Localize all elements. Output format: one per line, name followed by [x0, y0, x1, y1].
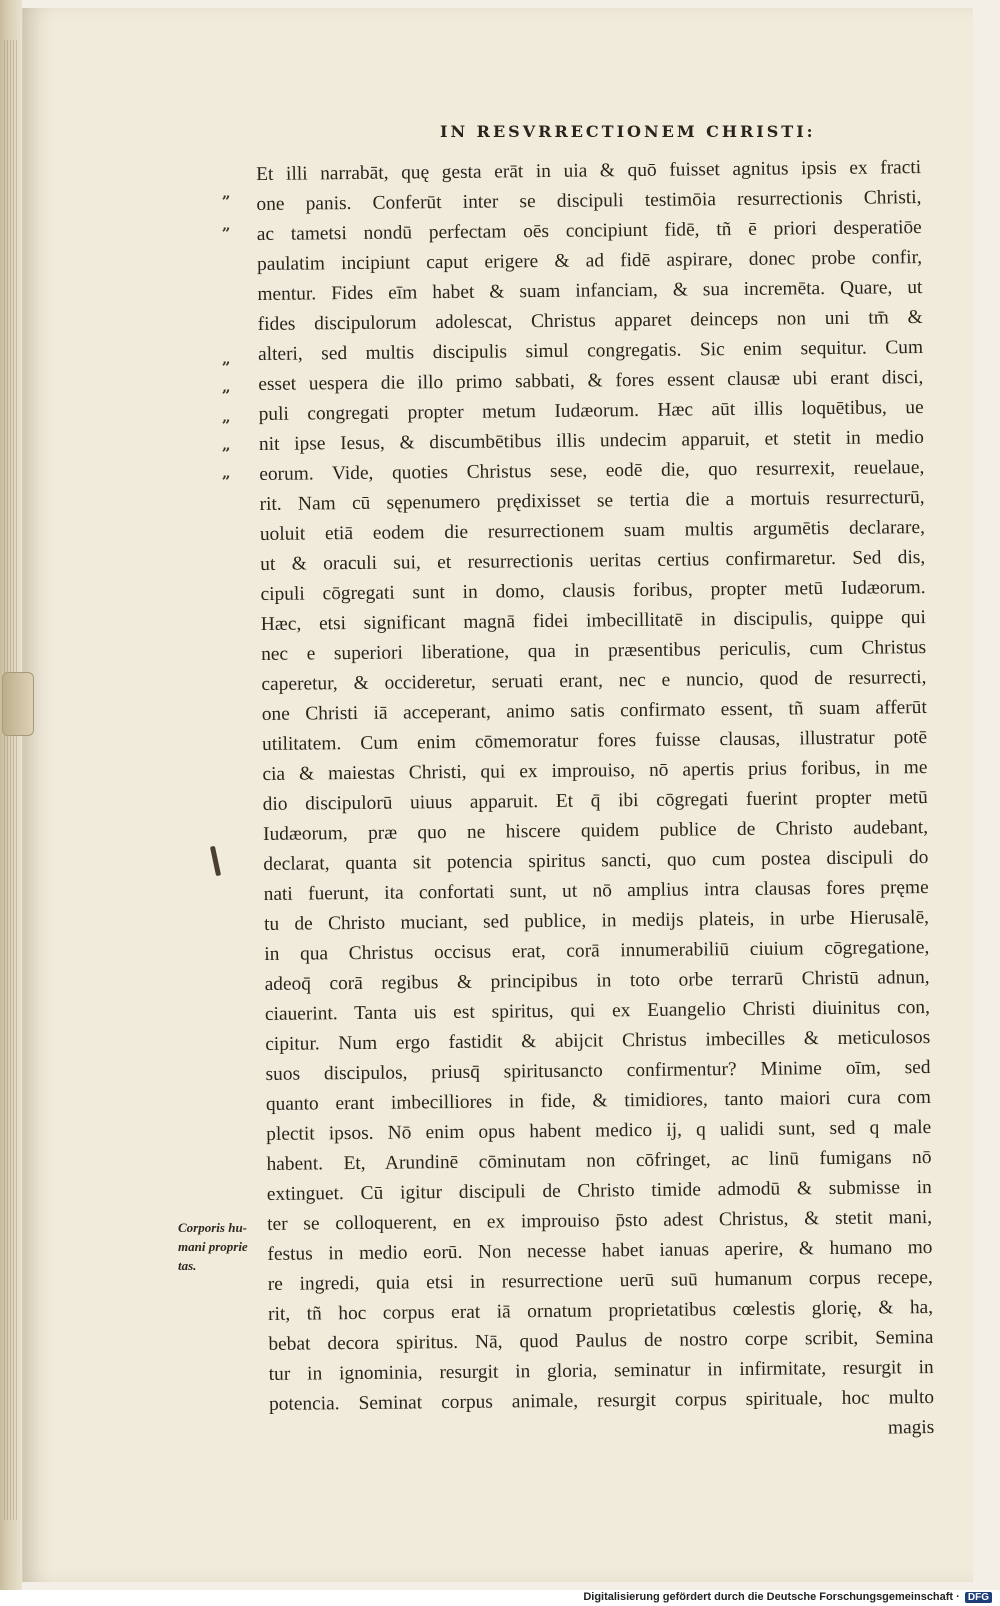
- text-line: uoluit etiā eodem die resurrectionem suam multis argumētis declarare,: [259, 517, 925, 545]
- text-line: tu de Christo muciant, sed publice, in medijs plateis, in urbe Hierusalē,: [263, 906, 930, 935]
- text-line: ut & oraculi sui, et resurrectionis ueritas certius confirmaretur. Sed dis,: [260, 547, 926, 575]
- text-line: puli congregati propter metum Iudæorum. Hæc aūt illis loquētibus, ue: [258, 397, 924, 425]
- margin-quote-mark: „: [222, 464, 233, 482]
- text-line: one Christi iā acceperant, animo satis confirmato essent, tñ suam afferūt: [261, 697, 927, 725]
- text-line: Et illi narrabāt, quę gesta erāt in uia & quō fuisset agnitus ipsis ex fracti: [256, 157, 922, 185]
- running-head: IN RESVRRECTIONEM CHRISTI:: [440, 122, 816, 141]
- text-line: nec e superiori liberatione, qua in præsentibus periculis, cum Christus: [261, 637, 927, 665]
- text-line: fides discipulorum adolescat, Christus apparet deinceps non uni tm̄ &: [257, 307, 923, 335]
- funding-text: Digitalisierung gefördert durch die Deutsche Forschungsgemeinschaft ·: [583, 1591, 960, 1603]
- book-page-edges: [0, 0, 22, 1590]
- text-line: ciauerint. Tanta uis est spiritus, qui ex Euangelio Christi diuinitus con,: [264, 996, 931, 1025]
- text-line: paulatim incipiunt caput erigere & ad fidē aspirare, donec probe confir,: [256, 247, 923, 275]
- text-line: caperetur, & occideretur, seruati erant, nec e nuncio, quod de resurrecti,: [261, 667, 927, 695]
- margin-quote-mark: „: [222, 436, 233, 454]
- text-line: rit. Nam cū sępenumero prędixisset se tertia die a mortuis resurrecturū,: [259, 487, 925, 515]
- text-line: ter se colloquerent, en ex improuiso p̄sto adest Christus, & stetit mani,: [267, 1206, 933, 1235]
- text-line: one panis. Conferūt inter se discipuli testimōia resurrectionis Christi,: [256, 187, 922, 215]
- text-line: re ingredi, quia etsi in resurrectione uerū suū humanum corpus recepe,: [267, 1266, 933, 1295]
- text-line: utilitatem. Cum enim cōmemoratur fores fuisse clausas, illustratur potē: [262, 727, 928, 755]
- text-line: magis: [887, 1416, 935, 1439]
- text-line: festus in medio eorū. Non necesse habet ianuas aperire, & humano mo: [267, 1236, 933, 1265]
- text-line: in qua Christus occisus erat, corā innumerabiliū ciuium cōgregatione,: [264, 936, 930, 965]
- dfg-logo: DFG: [965, 1592, 992, 1603]
- text-line: ac tametsi nondū perfectam oēs concipiunt fidē, tñ ē priori desperatiōe: [256, 217, 922, 245]
- text-line: nit ipse Iesus, & discumbētibus illis undecim apparuit, et stetit in medio: [258, 427, 925, 455]
- book-clasp: [2, 672, 34, 736]
- text-line: suos discipulos, priusq̄ spiritusancto confirmentur? Minime oīm, sed: [265, 1056, 931, 1085]
- text-line: potencia. Seminat corpus animale, resurgit corpus spirituale, hoc multo: [268, 1386, 935, 1415]
- text-line: adeoq̄ corā regibus & principibus in toto orbe terrarū Christū adnun,: [264, 966, 930, 995]
- text-line: Iudæorum, præ quo ne hiscere quidem publice de Christo audebant,: [262, 816, 929, 845]
- margin-quote-mark: „: [222, 184, 233, 202]
- margin-quote-mark: „: [222, 408, 233, 426]
- margin-quote-mark: „: [222, 216, 233, 234]
- text-line: cipitur. Num ergo fastidit & abijcit Christus imbecilles & meticulosos: [265, 1026, 931, 1055]
- text-line: rit, tñ hoc corpus erat iā ornatum proprietatibus cœlestis glorię, & ha,: [267, 1296, 934, 1325]
- text-line: plectit ipsos. Nō enim opus habent medico ij, q ualidi sunt, sed q male: [266, 1116, 932, 1145]
- text-line: quanto erant imbecilliores in fide, & timidiores, tanto maiori cura com: [265, 1086, 931, 1115]
- text-line: extinguet. Cū igitur discipuli de Christo timide admodū & submisse in: [266, 1176, 932, 1205]
- text-line: eorum. Vide, quoties Christus sese, eodē die, quo resurrexit, reuelaue,: [259, 457, 925, 485]
- text-line: tur in ignominia, resurgit in gloria, seminatur in infirmitate, resurgit in: [268, 1356, 934, 1385]
- text-line: habent. Et, Arundinē cōminutam non cōfringet, ac linū fumigans nō: [266, 1146, 932, 1175]
- funding-credit: [583, 1591, 992, 1603]
- text-line: declarat, quanta sit potencia spiritus sancti, quo cum postea discipuli do: [263, 846, 929, 875]
- text-line: dio discipulorū uiuus apparuit. Et q̄ ibi cōgregati fuerint propter metū: [262, 787, 928, 815]
- text-line: alteri, sed multis discipulis simul congregatis. Sic enim sequitur. Cum: [257, 337, 924, 365]
- text-line: cipuli cōgregati sunt in domo, clausis foribus, propter metū Iudæorum.: [260, 577, 926, 605]
- text-line: cia & maiestas Christi, qui ex improuiso, nō apertis prius foribus, in me: [262, 757, 928, 785]
- margin-quote-mark: „: [222, 378, 233, 396]
- text-line: bebat decora spiritus. Nā, quod Paulus de nostro corpe scribit, Semina: [268, 1326, 934, 1355]
- page-edge-lines: [4, 40, 18, 1520]
- body-text: [256, 153, 934, 1450]
- text-line: esset uespera die illo primo sabbati, & fores essent clausæ ubi erant disci,: [258, 367, 924, 395]
- margin-quote-mark: „: [222, 350, 233, 368]
- text-line: Hæc, etsi significant magnā fidei imbecillitatē in discipulis, quippe qui: [260, 607, 926, 635]
- text-line: mentur. Fides eīm habet & suam infanciam, & sua incremēta. Quare, ut: [257, 277, 923, 305]
- margin-note: Corporis hu- mani proprie tas.: [178, 1220, 248, 1273]
- text-line: nati fuerunt, ita confortati sunt, ut nō amplius intra clausas fores pręme: [263, 876, 929, 905]
